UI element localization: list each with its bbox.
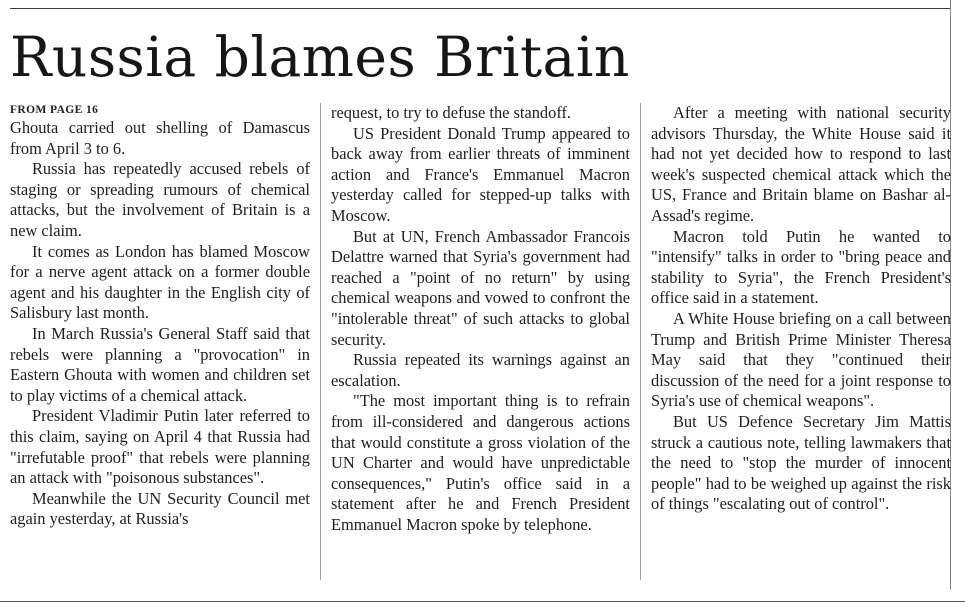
paragraph: Ghouta carried out shelling of Damascus from April 3 to 6. xyxy=(10,118,310,158)
paragraph: A White House briefing on a call between Trump and British Prime Minister Theresa May said that they "continued their discussion of the need for a joint response to Syria's use of chemical weapons". xyxy=(651,308,951,411)
paragraph: It comes as London has blamed Moscow for a nerve agent attack on a former double agent and his daughter in the English city of Salisbury last month. xyxy=(10,241,310,323)
paragraph: President Vladimir Putin later referred to this claim, saying on April 4 that Russia had "irrefutable proof" that rebels were planning an attack with "poisonous substances". xyxy=(10,406,310,488)
bottom-rule xyxy=(0,601,965,602)
paragraph: In March Russia's General Staff said that rebels were planning a "provocation" in Eastern Ghouta with women and children set to play victims of a chemical attack. xyxy=(10,323,310,405)
continued-from-kicker: FROM PAGE 16 xyxy=(10,104,99,116)
paragraph: Russia has repeatedly accused rebels of staging or spreading rumours of chemical attacks, but the involvement of Britain is a new claim. xyxy=(10,159,310,240)
headline: Russia blames Britain xyxy=(10,25,630,89)
paragraph: After a meeting with national security advisors Thursday, the White House said it had not yet decided how to respond to last week's suspected chemical attack which the US, France and Britain blame on Bashar al-Assad's regime. xyxy=(651,103,951,225)
article-column-3 xyxy=(651,103,951,515)
paragraph: Macron told Putin he wanted to "intensify" talks in order to "bring peace and stability to Syria", the French President's office said in a statement. xyxy=(651,226,951,308)
paragraph: Russia repeated its warnings against an escalation. xyxy=(331,350,630,390)
paragraph: request, to try to defuse the standoff. xyxy=(331,103,572,122)
article-column-2 xyxy=(331,103,630,535)
column-separator xyxy=(320,103,321,580)
paragraph: Meanwhile the UN Security Council met again yesterday, at Russia's xyxy=(10,488,310,529)
paragraph: But US Defence Secretary Jim Mattis struck a cautious note, telling lawmakers that the need to "stop the murder of innocent people" had to be weighed up against the risk of things "escalating out of control". xyxy=(651,411,951,514)
top-rule xyxy=(10,8,950,9)
paragraph: But at UN, French Ambassador Francois Delattre warned that Syria's government had reached a "point of no return" by using chemical weapons and vowed to confront the "intolerable threat" of such attacks to global security. xyxy=(331,226,630,349)
paragraph: "The most important thing is to refrain from ill-considered and dangerous actions that would constitute a gross violation of the UN Charter and would have unpredictable consequences," Putin's office said in a statement after he and French President Emmanuel Macron spoke by telephone. xyxy=(331,391,630,534)
article-column-1 xyxy=(10,103,310,530)
paragraph: US President Donald Trump appeared to back away from earlier threats of imminent action and France's Emmanuel Macron yesterday called for stepped-up talks with Moscow. xyxy=(331,123,630,225)
column-separator xyxy=(640,103,641,580)
